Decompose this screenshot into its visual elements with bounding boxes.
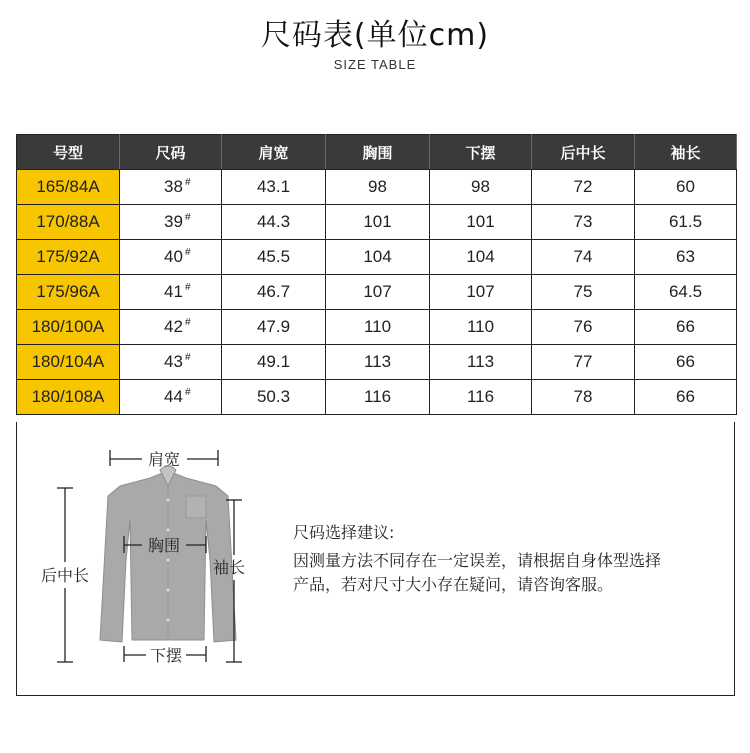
- cell-chest-value: 98: [368, 177, 387, 196]
- cell-hem-value: 116: [466, 387, 495, 406]
- cell-length-value: 74: [573, 247, 593, 266]
- cell-hem-value: 107: [466, 282, 495, 301]
- cell-hem-value: 104: [466, 247, 495, 266]
- cell-ma-value: 41: [164, 282, 183, 301]
- cell-ma-value: 43: [164, 352, 183, 371]
- header-hao: 号型: [17, 135, 120, 170]
- cell-length-value: 75: [573, 282, 593, 301]
- size-mark: #: [184, 317, 191, 328]
- page-subtitle: SIZE TABLE: [333, 57, 417, 72]
- cell-sleeve-value: 66: [676, 352, 695, 371]
- cell-shoulder-value: 47.9: [256, 317, 291, 336]
- header-chest: 胸围: [326, 135, 430, 170]
- header-length: 后中长: [532, 135, 635, 170]
- sleeve-label: 袖长: [212, 558, 246, 577]
- cell-shoulder-value: 49.1: [256, 352, 291, 371]
- size-mark: #: [184, 247, 191, 258]
- cell-hem-value: 113: [466, 352, 495, 371]
- cell-hao-value: 180/100A: [31, 317, 105, 336]
- cell-ma-value: 44: [164, 387, 183, 406]
- cell-hem-value: 110: [466, 317, 495, 336]
- cell-chest-value: 113: [363, 352, 392, 371]
- size-mark: #: [184, 212, 191, 223]
- cell-ma-value: 39: [164, 212, 183, 231]
- cell-hao-value: 170/88A: [36, 212, 100, 231]
- size-mark: #: [184, 387, 191, 398]
- cell-sleeve-value: 60: [676, 177, 695, 196]
- cell-sleeve-value: 61.5: [668, 212, 703, 231]
- cell-length-value: 76: [573, 317, 593, 336]
- cell-chest-value: 104: [363, 247, 392, 266]
- cell-chest-value: 116: [363, 387, 392, 406]
- cell-hao-value: 165/84A: [36, 177, 100, 196]
- size-mark: #: [184, 282, 191, 293]
- cell-ma-value: 42: [164, 317, 183, 336]
- cell-sleeve-value: 63: [676, 247, 695, 266]
- cell-chest-value: 107: [363, 282, 392, 301]
- cell-ma-value: 38: [164, 177, 183, 196]
- cell-shoulder-value: 44.3: [256, 212, 291, 231]
- cell-length-value: 77: [573, 352, 593, 371]
- cell-hem-value: 98: [471, 177, 490, 196]
- cell-length-value: 73: [573, 212, 593, 231]
- cell-shoulder-value: 43.1: [256, 177, 291, 196]
- advice-line-1: 因测量方法不同存在一定误差，请根据自身体型选择: [293, 551, 662, 570]
- chest-label: 胸围: [147, 536, 181, 555]
- cell-sleeve-value: 66: [676, 387, 695, 406]
- cell-length-value: 78: [573, 387, 593, 406]
- header-hem: 下摆: [430, 135, 532, 170]
- cell-hao-value: 175/92A: [36, 247, 100, 266]
- header-ma: 尺码: [120, 135, 222, 170]
- cell-shoulder-value: 50.3: [256, 387, 291, 406]
- size-advice: [293, 521, 733, 597]
- cell-shoulder-value: 45.5: [256, 247, 291, 266]
- cell-hao-value: 180/104A: [31, 352, 105, 371]
- cell-hao-value: 175/96A: [36, 282, 100, 301]
- cell-sleeve-value: 64.5: [668, 282, 703, 301]
- header-shoulder: 肩宽: [222, 135, 326, 170]
- advice-heading: 尺码选择建议:: [293, 523, 395, 542]
- size-mark: #: [184, 177, 191, 188]
- cell-length-value: 72: [573, 177, 593, 196]
- page-title: 尺码表(单位cm): [260, 18, 490, 53]
- cell-shoulder-value: 46.7: [256, 282, 291, 301]
- length-label: 后中长: [40, 566, 90, 585]
- cell-sleeve-value: 66: [676, 317, 695, 336]
- advice-line-2: 产品，若对尺寸大小存在疑问，请咨询客服。: [293, 575, 614, 594]
- header-sleeve: 袖长: [635, 135, 737, 170]
- size-mark: #: [184, 352, 191, 363]
- cell-ma-value: 40: [164, 247, 183, 266]
- cell-hao-value: 180/108A: [31, 387, 105, 406]
- cell-chest-value: 110: [363, 317, 392, 336]
- cell-chest-value: 101: [363, 212, 392, 231]
- cell-hem-value: 101: [466, 212, 495, 231]
- hem-label: 下摆: [149, 646, 183, 665]
- shoulder-label: 肩宽: [147, 450, 181, 469]
